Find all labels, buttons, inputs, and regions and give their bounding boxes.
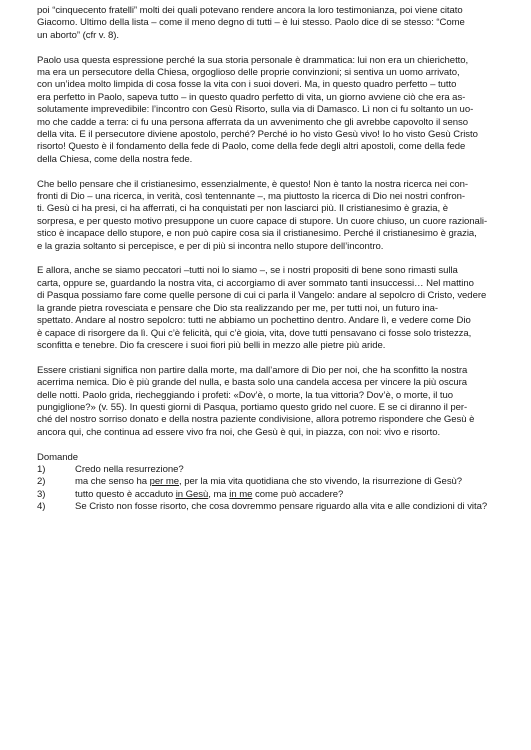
text-line: sconfitta e tenebre. Dio fa crescere i suoi fiori più belli in mezzo alle pietre più aride. — [37, 339, 386, 351]
text-line: fronti di Dio – una ricerca, in verità, così tentennante –, ma piuttosto la ricerca di Dio nei nostri confron- — [37, 191, 466, 203]
text-line: un aborto” (cfr v. 8). — [37, 29, 120, 41]
text-line: Che bello pensare che il cristianesimo, essenzialmente, è questo! Non è tanto la nostra ricerca nei con- — [37, 178, 469, 190]
underlined-phrase: per me — [149, 476, 179, 488]
text-line: Essere cristiani significa non partire dalla morte, ma dall’amore di Dio per noi, che ha sconfitto la nostra — [37, 364, 468, 376]
text-line: ma era un persecutore della Chiesa, orgoglioso delle proprie convinzioni; si sentiva un uomo arrivato, — [37, 67, 460, 79]
question-item — [37, 501, 497, 513]
question-text: Se Cristo non fosse risorto, che cosa dovremmo pensare riguardo alla vita e alle condizioni di vita? — [62, 501, 488, 513]
questions-heading: Domande — [37, 451, 79, 463]
text-line: Giacomo. Ultimo della lista – come il meno degno di tutti – è lui stesso. Paolo dice di se stesso: “Come — [37, 17, 465, 29]
text-line: stico è incapace dello stupore, e non può capire cosa sia il cristianesimo. Perché il cristianesimo è grazia, — [37, 228, 477, 240]
text-line: Paolo usa questa espressione perché la sua storia personale è drammatica: lui non era un chierichetto, — [37, 54, 469, 66]
question-item — [37, 476, 497, 488]
question-text: tutto questo è accaduto in Gesù, ma in me come può accadere? — [62, 488, 344, 500]
text-line: la grande pietra rovesciata e pensare che Dio sta realizzando per me, per tutti noi, un futuro ina- — [37, 302, 439, 314]
text-line: ancora qui, che continua ad essere vivo fra noi, che Gesù è qui, in piazza, con noi: vivo e risorto. — [37, 426, 441, 438]
text-line: di Pasqua possiamo fare come quelle persone di cui ci parla il Vangelo: andare al sepolcro di Cristo, vedere — [37, 290, 487, 302]
underlined-phrase: in Gesù — [175, 488, 209, 500]
text-line: delle notti. Paolo grida, riecheggiando i profeti: «Dov’è, o morte, la tua vittoria? Dov’è, o morte, il tuo — [37, 389, 454, 401]
question-number: 2) — [37, 476, 46, 488]
text-line: pungiglione?» (v. 55). In questi giorni di Pasqua, portiamo questo grido nel cuore. E se ci diranno il per- — [37, 401, 468, 413]
text-line: ché del nostro sorriso donato e della nostra paziente condivisione, allora potremo rispondere che Gesù è — [37, 414, 475, 426]
question-text: ma che senso ha per me, per la mia vita quotidiana che sto vivendo, la risurrezione di Gesù? — [62, 476, 463, 488]
question-item — [37, 489, 497, 501]
text-line: E allora, anche se siamo peccatori –tutti noi lo siamo –, se i nostri propositi di bene sono rimasti sulla — [37, 265, 458, 277]
text-line: sorpresa, e per questo motivo presuppone un cuore capace di stupore. Un cuore chiuso, un cuore razionali- — [37, 215, 488, 227]
text-line: della Chiesa, come della nostra fede. — [37, 153, 193, 165]
paragraph-2 — [37, 55, 497, 167]
text-line: carta, oppure se, guardando la nostra vita, ci accorgiamo di aver sommato tanti insuccessi… Nel mattino — [37, 277, 474, 289]
text-line: risorto! Questo è il fondamento della fede di Paolo, come della fede degli altri apostoli, come della fede — [37, 141, 466, 153]
text-line: poi “cinquecento fratelli” molti dei quali potevano rendere ancora la loro testimonianza, poi viene citato — [37, 5, 463, 16]
text-line: solutamente imprevedibile: l’incontro con Gesù Risorto, sulla via di Damasco. Lì non ci fu soltanto un uo- — [37, 104, 474, 116]
question-text: Credo nella resurrezione? — [62, 463, 184, 475]
underlined-phrase: in me — [229, 488, 253, 500]
text-line: ti. Gesù ci ha presi, ci ha afferrati, ci ha conquistati per non lasciarci più. Il cristianesimo è grazia, è — [37, 203, 448, 215]
text-line: acerrima nemica. Dio è più grande del nulla, e basta solo una candela accesa per vincere la più oscura — [37, 377, 468, 389]
text-line: era perfetto in Paolo, sapeva tutto – in questo quadro perfetto di vita, un giorno avviene ciò che era as- — [37, 91, 466, 103]
text-line: della vita. E il persecutore diviene apostolo, perché? Perché io ho visto Gesù vivo! Io ho visto Gesù Cristo — [37, 129, 478, 141]
question-number: 3) — [37, 488, 46, 500]
paragraph-1 — [37, 5, 497, 42]
paragraph-5 — [37, 365, 497, 439]
question-number: 1) — [37, 463, 46, 475]
questions-section — [37, 452, 497, 514]
text-line: è capace di risorgere da lì. Qui c’è felicità, qui c’è gioia, vita, dove tutti pensavano ci fosse solo tristezza, — [37, 327, 472, 339]
text-line: mo che cadde a terra: ci fu una persona afferrata da un avvenimento che gli avrebbe capovolto il senso — [37, 116, 468, 128]
text-line: spettato. Andare al nostro sepolcro: tutti ne abbiamo un pochettino dentro. Andare lì, e vedere come Dio — [37, 315, 471, 327]
question-item — [37, 464, 497, 476]
question-number: 4) — [37, 501, 46, 513]
paragraph-3 — [37, 179, 497, 253]
paragraph-4 — [37, 265, 497, 352]
text-line: e la grazia soltanto si percepisce, e per di più si incontra nello stupore dell’incontro. — [37, 240, 384, 252]
text-line: con un’idea molto limpida di cosa fosse la vita con i suoi doveri. Ma, in questo quadro perfetto – tutto — [37, 79, 457, 91]
